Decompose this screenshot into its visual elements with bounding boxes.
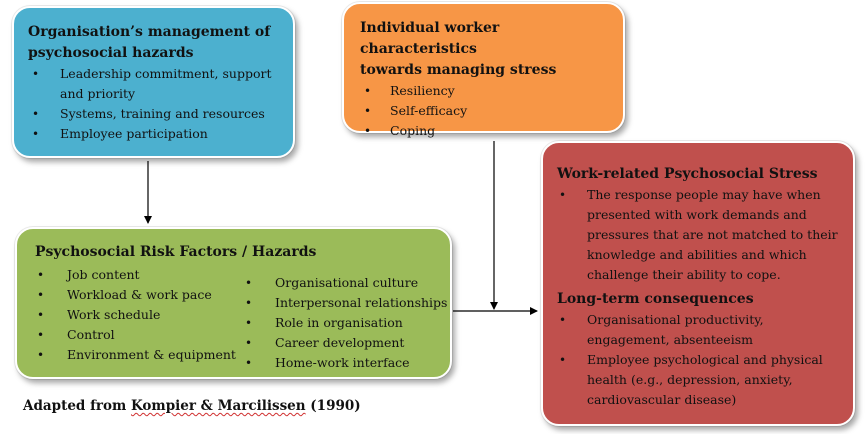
org-management-title-line2: psychosocial hazards (28, 45, 194, 61)
work-stress-title: Work-related Psychosocial Stress (557, 166, 818, 182)
org-management-title-line1: Organisation’s management of (28, 24, 271, 40)
list-item: • Career development (243, 333, 458, 353)
list-item: • Coping (360, 121, 613, 141)
source-caption (23, 398, 361, 414)
list-item: • Employee psychological and physical health (e.g., depression, anxiety, cardiovascular disease) (557, 350, 843, 410)
individual-title-line1: Individual worker characteristics (360, 20, 500, 57)
risk-factors-title: Psychosocial Risk Factors / Hazards (35, 244, 317, 260)
individual-title-line2: towards managing stress (360, 62, 557, 78)
caption-prefix: Adapted from (23, 398, 131, 414)
list-item: • Job content (35, 265, 240, 285)
list-item: • Home-work interface (243, 353, 458, 373)
list-item: • Environment & equipment (35, 345, 240, 365)
caption-year: (1990) (305, 398, 361, 414)
list-item: • Organisational culture (243, 273, 458, 293)
list-item: • Control (35, 325, 240, 345)
list-item: • Interpersonal relationships (243, 293, 458, 313)
list-item: • Employee participation (28, 124, 283, 144)
long-term-consequences-title: Long-term consequences (557, 291, 754, 307)
list-item: • Systems, training and resources (28, 104, 283, 124)
list-item: • Resiliency (360, 81, 613, 101)
list-item: • Self-efficacy (360, 101, 613, 121)
list-item: • Leadership commitment, support and priority (28, 64, 283, 104)
caption-authors: Kompier & Marcilissen (130, 398, 306, 414)
list-item: • Workload & work pace (35, 285, 240, 305)
list-item: • Work schedule (35, 305, 240, 325)
list-item: • Organisational productivity, engagement, absenteeism (557, 310, 843, 350)
list-item: • The response people may have when presented with work demands and pressures that are not matched to their knowledge and abilities and which challenge their ability to cope. (557, 185, 843, 285)
list-item: • Role in organisation (243, 313, 458, 333)
